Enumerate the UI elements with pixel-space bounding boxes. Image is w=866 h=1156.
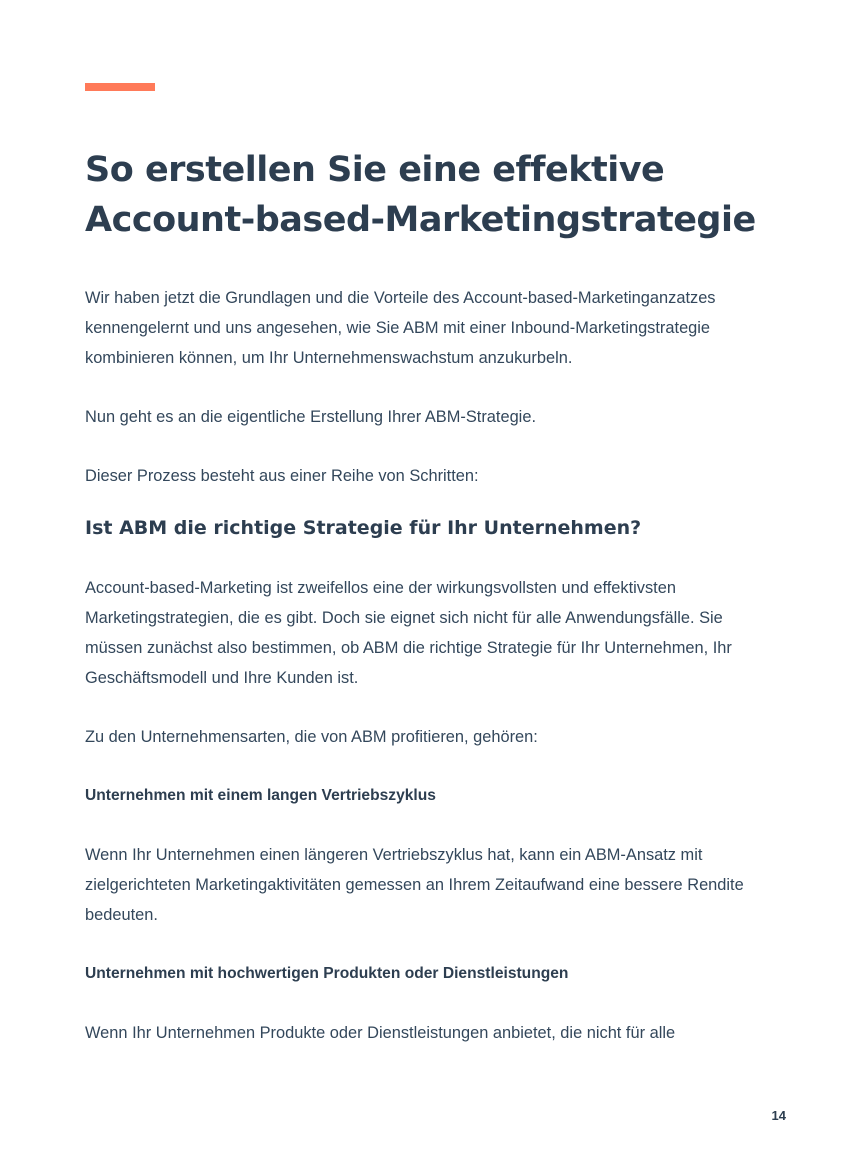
main-content (85, 283, 795, 1048)
text-line: Dieser Prozess besteht aus einer Reihe von Schritten: (85, 467, 479, 485)
page-title (85, 145, 805, 245)
text-line: kombinieren können, um Ihr Unternehmenswachstum anzukurbeln. (85, 349, 573, 367)
text-line: Wenn Ihr Unternehmen Produkte oder Dienstleistungen anbietet, die nicht für alle (85, 1024, 676, 1042)
text-line: Geschäftsmodell und Ihre Kunden ist. (85, 669, 359, 687)
intro-paragraph-3 (85, 461, 795, 491)
title-line: Account-based-Marketingstrategie (85, 200, 756, 240)
text-line: Wir haben jetzt die Grundlagen und die Vorteile des Account-based-Marketinganzatzes (85, 289, 716, 307)
section-heading: Ist ABM die richtige Strategie für Ihr Unternehmen? (85, 517, 642, 539)
page-number: 14 (771, 1108, 786, 1123)
text-line: müssen zunächst also bestimmen, ob ABM die richtige Strategie für Ihr Unternehmen, Ihr (85, 639, 732, 657)
section-paragraph (85, 573, 795, 693)
text-line: kennengelernt und uns angesehen, wie Sie ABM mit einer Inbound-Marketingstrategie (85, 319, 711, 337)
text-line: Marketingstrategien, die es gibt. Doch sie eignet sich nicht für alle Anwendungsfälle. Sie (85, 609, 723, 627)
intro-paragraph-2 (85, 402, 795, 432)
subsection-heading: Unternehmen mit einem langen Vertriebszyklus (85, 787, 436, 804)
text-line: Account-based-Marketing ist zweifellos eine der wirkungsvollsten und effektivsten (85, 579, 676, 597)
subsection-paragraph (85, 840, 795, 930)
accent-bar (85, 83, 155, 91)
text-line: bedeuten. (85, 906, 158, 924)
section-paragraph-2 (85, 722, 795, 752)
text-line: zielgerichteten Marketingaktivitäten gemessen an Ihrem Zeitaufwand eine bessere Rendite (85, 876, 744, 894)
intro-paragraph (85, 283, 795, 373)
title-line: So erstellen Sie eine effektive (85, 150, 665, 190)
text-line: Zu den Unternehmensarten, die von ABM profitieren, gehören: (85, 728, 538, 746)
subsection-paragraph-2 (85, 1018, 795, 1048)
subsection-heading-2: Unternehmen mit hochwertigen Produkten oder Dienstleistungen (85, 965, 569, 982)
text-line: Nun geht es an die eigentliche Erstellung Ihrer ABM-Strategie. (85, 408, 536, 426)
text-line: Wenn Ihr Unternehmen einen längeren Vertriebszyklus hat, kann ein ABM-Ansatz mit (85, 846, 703, 864)
